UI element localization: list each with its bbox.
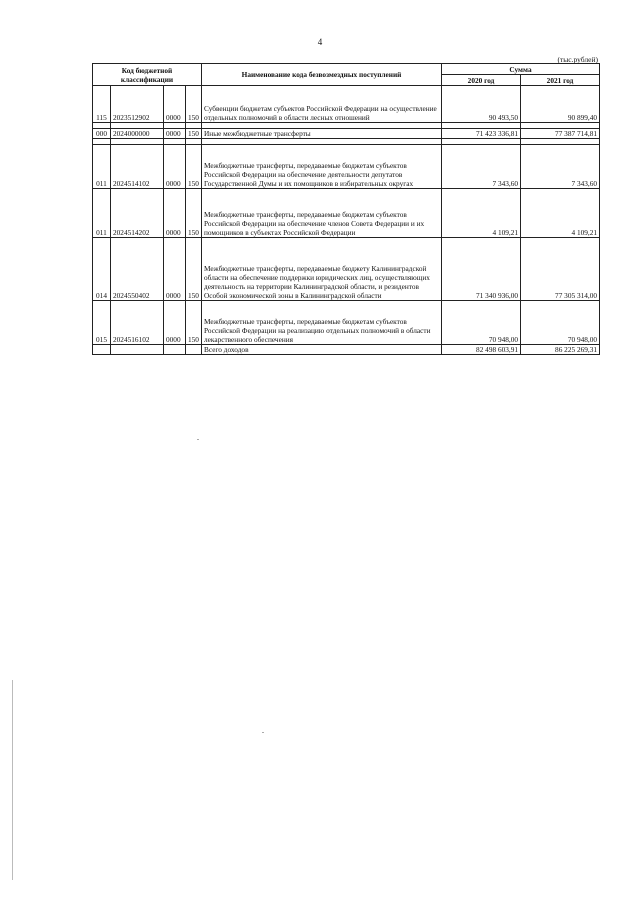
code-admin: 000 bbox=[93, 129, 111, 139]
code-econ: 150 bbox=[186, 145, 202, 189]
value-2020: 7 343,60 bbox=[442, 145, 521, 189]
units-label: (тыс.рублей) bbox=[557, 55, 598, 64]
total-2021: 86 225 269,31 bbox=[521, 345, 600, 355]
code-econ: 150 bbox=[186, 86, 202, 123]
value-2021: 77 387 714,81 bbox=[521, 129, 600, 139]
table-row bbox=[93, 238, 600, 301]
year-2020-header: 2020 год bbox=[442, 75, 521, 86]
code-program: 0000 bbox=[164, 86, 186, 123]
total-label: Всего доходов bbox=[202, 345, 442, 355]
code-admin: 115 bbox=[93, 86, 111, 123]
row-name: Межбюджетные трансферты, передаваемые бюджетам субъектов Российской Федерации на реализацию отдельных полномочий в области лекарственного обеспечения bbox=[202, 301, 442, 345]
code-main: 2024514202 bbox=[111, 189, 164, 238]
code-main: 2023512902 bbox=[111, 86, 164, 123]
value-2021: 7 343,60 bbox=[521, 145, 600, 189]
value-2021: 90 899,40 bbox=[521, 86, 600, 123]
code-program: 0000 bbox=[164, 129, 186, 139]
year-2021-header: 2021 год bbox=[521, 75, 600, 86]
scan-speck bbox=[262, 732, 264, 733]
sum-group-header: Сумма bbox=[442, 64, 600, 75]
code-main: 2024550402 bbox=[111, 238, 164, 301]
code-program: 0000 bbox=[164, 301, 186, 345]
code-admin: 011 bbox=[93, 145, 111, 189]
code-econ: 150 bbox=[186, 189, 202, 238]
table-row bbox=[93, 301, 600, 345]
row-name: Межбюджетные трансферты, передаваемые бюджету Калининградской области на обеспечение поддержки юридических лиц, осуществляющих деятельность на территории Калининградской области, и резидентов Особой экономической зоны в Калининградской области bbox=[202, 238, 442, 301]
total-row bbox=[93, 345, 600, 355]
code-admin: 011 bbox=[93, 189, 111, 238]
page-number: 4 bbox=[317, 37, 323, 47]
value-2021: 4 109,21 bbox=[521, 189, 600, 238]
scan-speck bbox=[197, 439, 199, 440]
code-econ: 150 bbox=[186, 238, 202, 301]
row-name: Иные межбюджетные трансферты bbox=[202, 129, 442, 139]
table-row bbox=[93, 86, 600, 123]
value-2020: 71 340 936,00 bbox=[442, 238, 521, 301]
name-column-header: Наименование кода безвозмездных поступлений bbox=[202, 64, 442, 86]
table-row bbox=[93, 189, 600, 238]
budget-table bbox=[92, 63, 600, 355]
value-2020: 4 109,21 bbox=[442, 189, 521, 238]
value-2020: 70 948,00 bbox=[442, 301, 521, 345]
code-econ: 150 bbox=[186, 129, 202, 139]
row-name: Межбюджетные трансферты, передаваемые бюджетам субъектов Российской Федерации на обеспечение деятельности депутатов Государственной Думы и их помощников в избирательных округах bbox=[202, 145, 442, 189]
code-group-header: Код бюджетной классификации bbox=[93, 64, 202, 86]
value-2020: 90 493,50 bbox=[442, 86, 521, 123]
code-program: 0000 bbox=[164, 189, 186, 238]
value-2021: 77 305 314,00 bbox=[521, 238, 600, 301]
code-econ: 150 bbox=[186, 301, 202, 345]
code-admin: 014 bbox=[93, 238, 111, 301]
value-2020: 71 423 336,81 bbox=[442, 129, 521, 139]
value-2021: 70 948,00 bbox=[521, 301, 600, 345]
code-main: 2024516102 bbox=[111, 301, 164, 345]
scan-edge-line bbox=[12, 680, 13, 880]
row-name: Межбюджетные трансферты, передаваемые бюджетам субъектов Российской Федерации на обеспечение членов Совета Федерации и их помощников в субъектах Российской Федерации bbox=[202, 189, 442, 238]
code-program: 0000 bbox=[164, 238, 186, 301]
code-main: 2024000000 bbox=[111, 129, 164, 139]
code-program: 0000 bbox=[164, 145, 186, 189]
total-2020: 82 498 603,91 bbox=[442, 345, 521, 355]
code-main: 2024514102 bbox=[111, 145, 164, 189]
code-admin: 015 bbox=[93, 301, 111, 345]
table-row bbox=[93, 129, 600, 139]
table-row bbox=[93, 145, 600, 189]
row-name: Субвенции бюджетам субъектов Российской Федерации на осуществление отдельных полномочий в области лесных отношений bbox=[202, 86, 442, 123]
